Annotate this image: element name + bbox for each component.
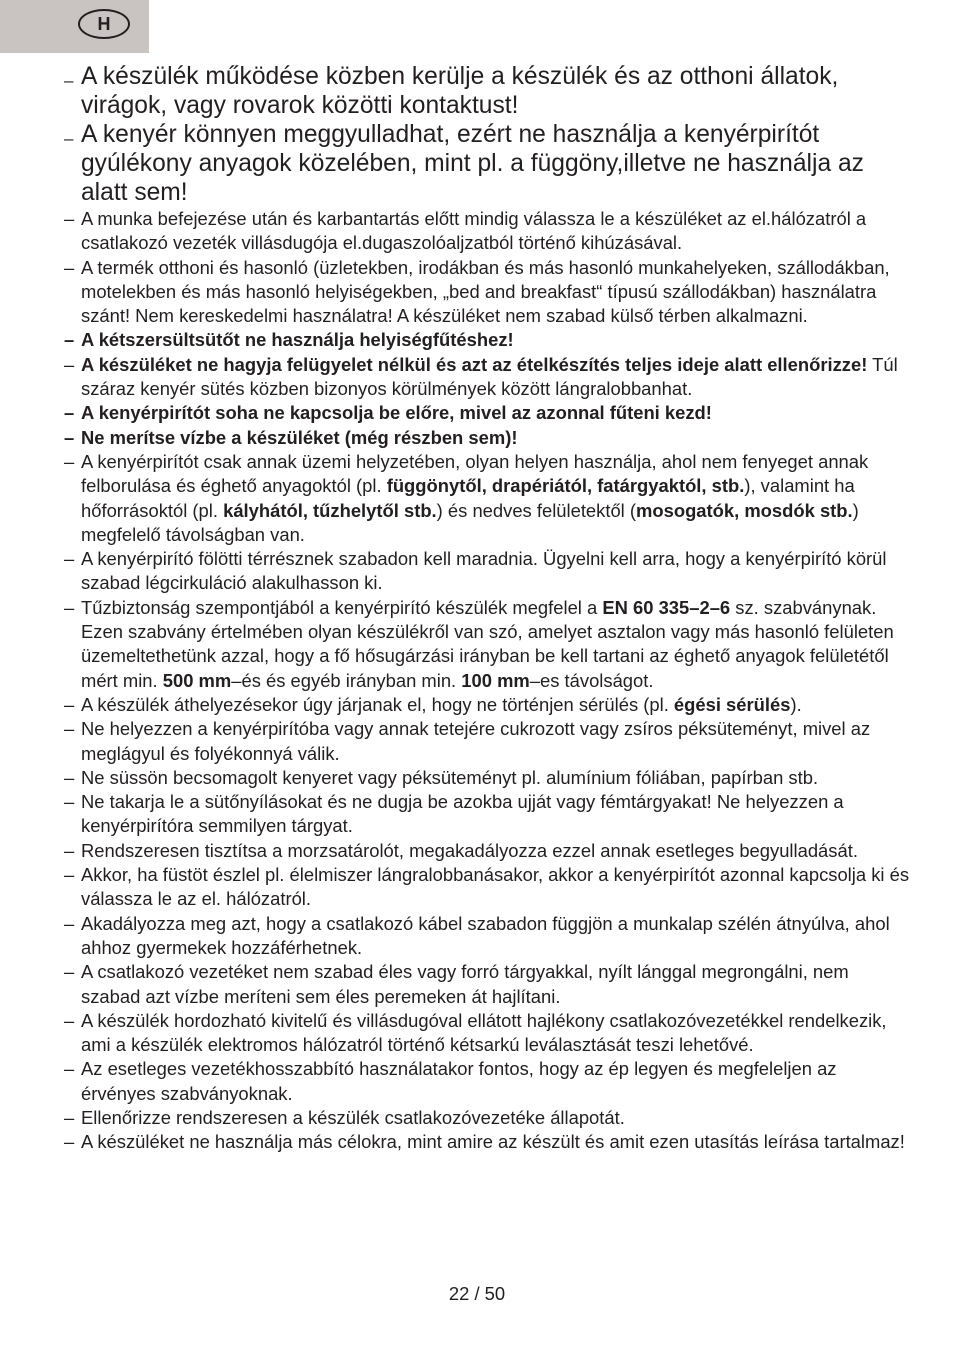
list-item: [64, 912, 910, 961]
list-item-text: Ne takarja le a sütőnyílásokat és ne dugja be azokba ujját vagy fémtárgyakat! Ne helyezzen a kenyérpirítóra semmilyen tárgyat.: [81, 791, 844, 837]
list-item: [64, 401, 910, 425]
bold-text-segment: égési sérülés: [673, 693, 791, 715]
list-item-text: A készülék hordozható kivitelű és villásdugóval ellátott hajlékony csatlakozóvezetékkel rendelkezik, ami a készülék elektromos hálózatról történő kétsarkú leválasztását teszi lehetővé.: [81, 1009, 887, 1056]
text-segment: Tűzbiztonság szempontjából a kenyérpirító készülék megfelel a: [81, 596, 603, 618]
list-bullet-dash: –: [64, 718, 75, 740]
text-segment: Túl száraz kenyér sütés közben bizonyos körülmények között lángralobbanhat.: [81, 353, 898, 400]
list-item-text: [81, 451, 868, 545]
bold-text-segment: kályhától, tűzhelytől stb.: [223, 499, 437, 521]
list-item-text: A kétszersültsütőt ne használja helyiségfűtéshez!: [81, 329, 514, 351]
list-bullet-dash: –: [64, 402, 75, 424]
bold-text-segment: 100 mm: [461, 669, 530, 691]
list-item-text: Akkor, ha füstöt észlel pl. élelmiszer lángralobbanásakor, akkor a kenyérpirítót azonnal kapcsolja ki és válassza le az el. hálózatról.: [81, 864, 910, 910]
list-item-text: Az esetleges vezetékhosszabbító használatakor fontos, hogy az ép legyen és megfeleljen az érvényes szabványoknak.: [81, 1058, 837, 1104]
list-item: [64, 790, 910, 839]
list-item: [64, 353, 910, 402]
list-item: [64, 450, 910, 547]
list-item: [64, 960, 910, 1009]
list-bullet-dash: –: [64, 71, 74, 90]
language-label: H: [97, 13, 111, 34]
list-item-text: A készüléket ne használja más célokra, mint amire az készült és amit ezen utasítás leírása tartalmaz!: [81, 1131, 905, 1153]
text-segment: A kenyérpirítót csak annak üzemi helyzetében, olyan helyen használja, ahol nem fenyeget annak felborulása és éghető anyagoktól (pl.: [81, 450, 869, 497]
text-segment: –es távolságot.: [529, 669, 654, 691]
text-segment: A készülék áthelyezésekor úgy járjanak el, hogy ne történjen sérülés (pl.: [81, 693, 674, 715]
text-segment: ).: [790, 693, 802, 715]
text-segment: ) megfelelő távolságban van.: [81, 499, 859, 545]
list-bullet-dash: –: [64, 256, 75, 278]
list-item: [64, 1106, 910, 1130]
list-bullet-dash: –: [64, 961, 75, 983]
list-bullet-dash: –: [64, 766, 75, 788]
list-bullet-dash: –: [64, 129, 74, 148]
list-bullet-dash: –: [64, 329, 75, 351]
list-item: [64, 863, 910, 912]
text-segment: ), valamint ha hőforrásoktól (pl.: [81, 475, 855, 521]
list-item: [64, 766, 910, 790]
list-bullet-dash: –: [64, 1009, 75, 1031]
list-bullet-dash: –: [64, 1131, 75, 1153]
list-bullet-dash: –: [64, 548, 75, 570]
list-item: [64, 596, 910, 693]
list-item: [64, 839, 910, 863]
list-item: [64, 256, 910, 329]
list-bullet-dash: –: [64, 353, 75, 375]
list-item-text: A kenyérpirító fölötti térrésznek szabadon kell maradnia. Ügyelni kell arra, hogy a kenyérpirító körül szabad légcirkuláció alakulhasson ki.: [81, 548, 887, 594]
list-item-text: A kenyér könnyen meggyulladhat, ezért ne használja a kenyérpirítót gyúlékony anyagok közelében, mint pl. a függöny,illetve ne használja az alatt sem!: [81, 121, 864, 206]
bold-text-segment: A készüléket ne hagyja felügyelet nélkül és azt az ételkészítés teljes ideje alatt ellenőrizze!: [81, 353, 868, 375]
list-item: [64, 62, 910, 120]
safety-instructions-list: [64, 62, 910, 1155]
list-item-text: A termék otthoni és hasonló (üzletekben, irodákban és más hasonló munkahelyeken, szállodákban, motelekben és más hasonló helyiségekben, „bed and breakfast“ típusú szállodákban) használatra szánt! Nem kereskedelmi használatra! A készüléket nem szabad külső térben alkalmazni.: [81, 256, 890, 327]
list-bullet-dash: –: [64, 426, 75, 448]
list-bullet-dash: –: [64, 208, 75, 229]
list-item: [64, 547, 910, 596]
text-segment: –és és egyéb irányban min.: [231, 669, 462, 691]
list-item: [64, 426, 910, 450]
language-tab: [0, 0, 149, 53]
bold-text-segment: függönytől, drapériától, fatárgyaktól, stb.: [386, 475, 745, 497]
list-item-text: Rendszeresen tisztítsa a morzsatárolót, megakadályozza ezzel annak esetleges begyulladását.: [81, 839, 858, 861]
text-segment: ) és nedves felületektől (: [436, 499, 637, 521]
list-item-text: A munka befejezése után és karbantartás előtt mindig válassza le a készüléket az el.hálózatról a csatlakozó vezeték villásdugója el.dugaszolóaljzatból történő kihúzásával.: [81, 208, 867, 254]
list-item-text: A készülék működése közben kerülje a készülék és az otthoni állatok, virágok, vagy rovarok közötti kontaktust!: [81, 63, 839, 119]
list-bullet-dash: –: [64, 693, 75, 715]
list-item: [64, 1130, 910, 1154]
list-bullet-dash: –: [64, 839, 75, 861]
text-segment: sz. szabványnak. Ezen szabvány értelmében olyan készülékről van szó, amelyet asztalon vagy más hasonló felületen üzemeltethetünk azzal, hogy a fő hősugárzási irányban be kell tartani az éghető anyagok felületétől mért min.: [81, 596, 894, 691]
list-item: [64, 120, 910, 207]
list-bullet-dash: –: [64, 1106, 75, 1128]
list-item-text: A csatlakozó vezetéket nem szabad éles vagy forró tárgyakkal, nyílt lánggal megrongálni, nem szabad azt vízbe meríteni sem éles peremeken át hajlítani.: [81, 961, 849, 1007]
list-item: [64, 693, 910, 717]
bold-text-segment: EN 60 335–2–6: [602, 596, 731, 618]
list-item-text: Ne süssön becsomagolt kenyeret vagy péksüteményt pl. alumínium fóliában, papírban stb.: [81, 766, 819, 788]
list-item-text: [81, 597, 894, 691]
list-item-text: A kenyérpirítót soha ne kapcsolja be előre, mivel az azonnal fűteni kezd!: [81, 402, 712, 424]
list-bullet-dash: –: [64, 912, 75, 934]
list-item-text: [81, 694, 802, 715]
list-item-text: Ellenőrizze rendszeresen a készülék csatlakozóvezetéke állapotát.: [81, 1106, 625, 1128]
language-badge: [78, 9, 130, 39]
list-item-text: [81, 354, 898, 399]
list-item-text: Ne merítse vízbe a készüléket (még részben sem)!: [81, 426, 518, 448]
bold-text-segment: 500 mm: [162, 669, 232, 691]
list-bullet-dash: –: [64, 791, 75, 813]
list-bullet-dash: –: [64, 864, 75, 886]
list-item: [64, 717, 910, 766]
list-item-text: Akadályozza meg azt, hogy a csatlakozó kábel szabadon függjön a munkalap szélén átnyúlva, ahol ahhoz gyermekek hozzáférhetnek.: [81, 912, 890, 958]
list-item: [64, 1057, 910, 1106]
list-item: [64, 1009, 910, 1058]
list-item-text: Ne helyezzen a kenyérpirítóba vagy annak tetejére cukrozott vagy zsíros péksüteményt, mivel az meglágyul és folyékonnyá válik.: [81, 718, 871, 764]
page-number: 22 / 50: [448, 1283, 506, 1304]
bold-text-segment: mosogatók, mosdók stb.: [636, 499, 853, 521]
list-bullet-dash: –: [64, 1058, 75, 1080]
list-bullet-dash: –: [64, 450, 75, 472]
list-item: [64, 328, 910, 352]
list-bullet-dash: –: [64, 596, 75, 618]
list-item: [64, 207, 910, 256]
